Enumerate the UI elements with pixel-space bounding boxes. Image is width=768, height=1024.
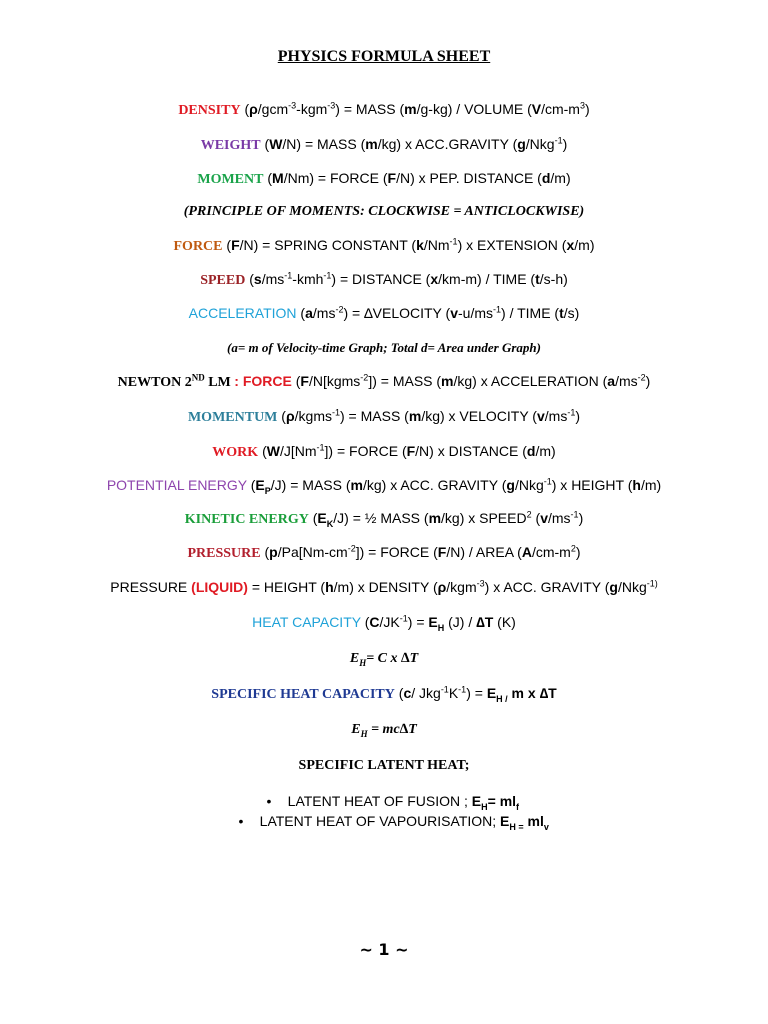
newton-prefix: NEWTON 2 <box>117 375 192 390</box>
velocity-time-graph-note: (a= m of Velocity-time Graph; Total d= Area under Graph) <box>227 340 541 355</box>
pressure-label: PRESSURE <box>187 546 261 561</box>
speed-label: SPEED <box>200 273 246 288</box>
page-number: ~ 1 ~ <box>359 940 409 959</box>
principle-of-moments-note: (PRINCIPLE OF MOMENTS: CLOCKWISE = ANTICLOCKWISE) <box>183 204 585 219</box>
page-title: PHYSICS FORMULA SHEET <box>277 48 491 65</box>
work-formula: WORK $(W/J[Nm^{-1}])$ = FORCE (F/N) x DISTANCE (d/m) <box>212 442 556 460</box>
pressure-liquid-prefix: PRESSURE <box>110 579 192 595</box>
heat-capacity-equation: $E_H= C$ x ∆T <box>349 651 419 668</box>
pressure-liquid-formula: PRESSURE (LIQUID) = HEIGHT (h/m) x DENSITY (ρ/kgm$^{-3}$) x ACC. GRAVITY (g/Nkg$^{-1)}$ <box>110 578 658 595</box>
bullet-dot: • <box>266 793 272 809</box>
moment-label: MOMENT <box>197 172 264 187</box>
bullet-dot: • <box>238 813 244 829</box>
density-formula: DENSITY (ρ/gcm$^{-3}$-kgm$^{-3}$) = MASS (m/g-kg) / VOLUME $(V/cm-m^3)$ <box>178 100 590 118</box>
speed-formula: SPEED $(s/ms^{-1}-kmh^{-1})$ = DISTANCE (x/km-m) / TIME (t/s-h) <box>200 270 568 288</box>
heat-capacity-label: HEAT CAPACITY <box>252 614 361 630</box>
specific-heat-capacity-formula: SPECIFIC HEAT CAPACITY (c/ $Jkg^{-1}K^{-1}) = E_{H /}$ m x ∆T <box>211 684 557 704</box>
work-label: WORK <box>212 445 259 460</box>
density-label: DENSITY <box>178 103 241 118</box>
specific-heat-capacity-label: SPECIFIC HEAT CAPACITY <box>211 687 395 702</box>
potential-energy-label: POTENTIAL ENERGY <box>106 477 247 493</box>
force-label: FORCE <box>173 239 223 254</box>
weight-formula: WEIGHT (W/N) = MASS (m/kg) x ACC.GRAVITY (g/Nkg$^{-1}$) <box>200 135 568 153</box>
kinetic-energy-label: KINETIC ENERGY <box>184 512 309 527</box>
heat-capacity-formula: HEAT CAPACITY $(C/JK^{-1}) = E_H$ (J) / ∆T (K) <box>252 613 516 633</box>
specific-latent-heat-heading: SPECIFIC LATENT HEAT; <box>298 758 470 773</box>
momentum-formula: MOMENTUM (ρ/kgms$^{-1}$) = MASS (m/kg) x VELOCITY $(v/ms^{-1})$ <box>187 407 581 425</box>
moment-formula: MOMENT (M/Nm) = FORCE (F/N) x PEP. DISTANCE (d/m) <box>197 170 571 187</box>
kinetic-energy-formula: KINETIC ENERGY $(E_K/J)$ = ½ MASS (m/kg) x SPEED$^2$ $(v/ms^{-1})$ <box>184 509 584 529</box>
newton-force-label: : FORCE <box>234 373 292 389</box>
pressure-formula: PRESSURE $(p/Pa[Nm-cm^{-2}])$ = FORCE (F/N) / AREA $(A/cm-m^2)$ <box>187 543 581 561</box>
specific-heat-equation: $E_H = mc\Delta T$ <box>351 722 417 739</box>
list-item: • LATENT HEAT OF VAPOURISATION; $E_{H =}$ $ml_v$ <box>0 812 768 830</box>
newton-second-law-formula: NEWTON 2ND LM : FORCE (F/N[kgms$^{-2}$]) = MASS (m/kg) x ACCELERATION $(a/ms^{-2})$ <box>117 372 651 390</box>
weight-label: WEIGHT <box>200 138 261 153</box>
liquid-label: (LIQUID) <box>191 579 248 595</box>
acceleration-formula: ACCELERATION $(a/ms^{-2})$ = ∆VELOCITY $(v-u/ms^{-1})$ / TIME (t/s) <box>188 304 580 321</box>
force-formula: FORCE (F/N) = SPRING CONSTANT $(k/Nm^{-1})$ x EXTENSION (x/m) <box>173 236 595 254</box>
momentum-label: MOMENTUM <box>187 410 278 425</box>
potential-energy-formula: POTENTIAL ENERGY $(E_P/J)$ = MASS (m/kg) x ACC. GRAVITY (g/Nkg$^{-1}$) x HEIGHT (h/m) <box>106 476 662 496</box>
list-item: • LATENT HEAT OF FUSION ; $E_H= ml_f$ <box>0 792 768 810</box>
acceleration-label: ACCELERATION <box>188 305 297 321</box>
